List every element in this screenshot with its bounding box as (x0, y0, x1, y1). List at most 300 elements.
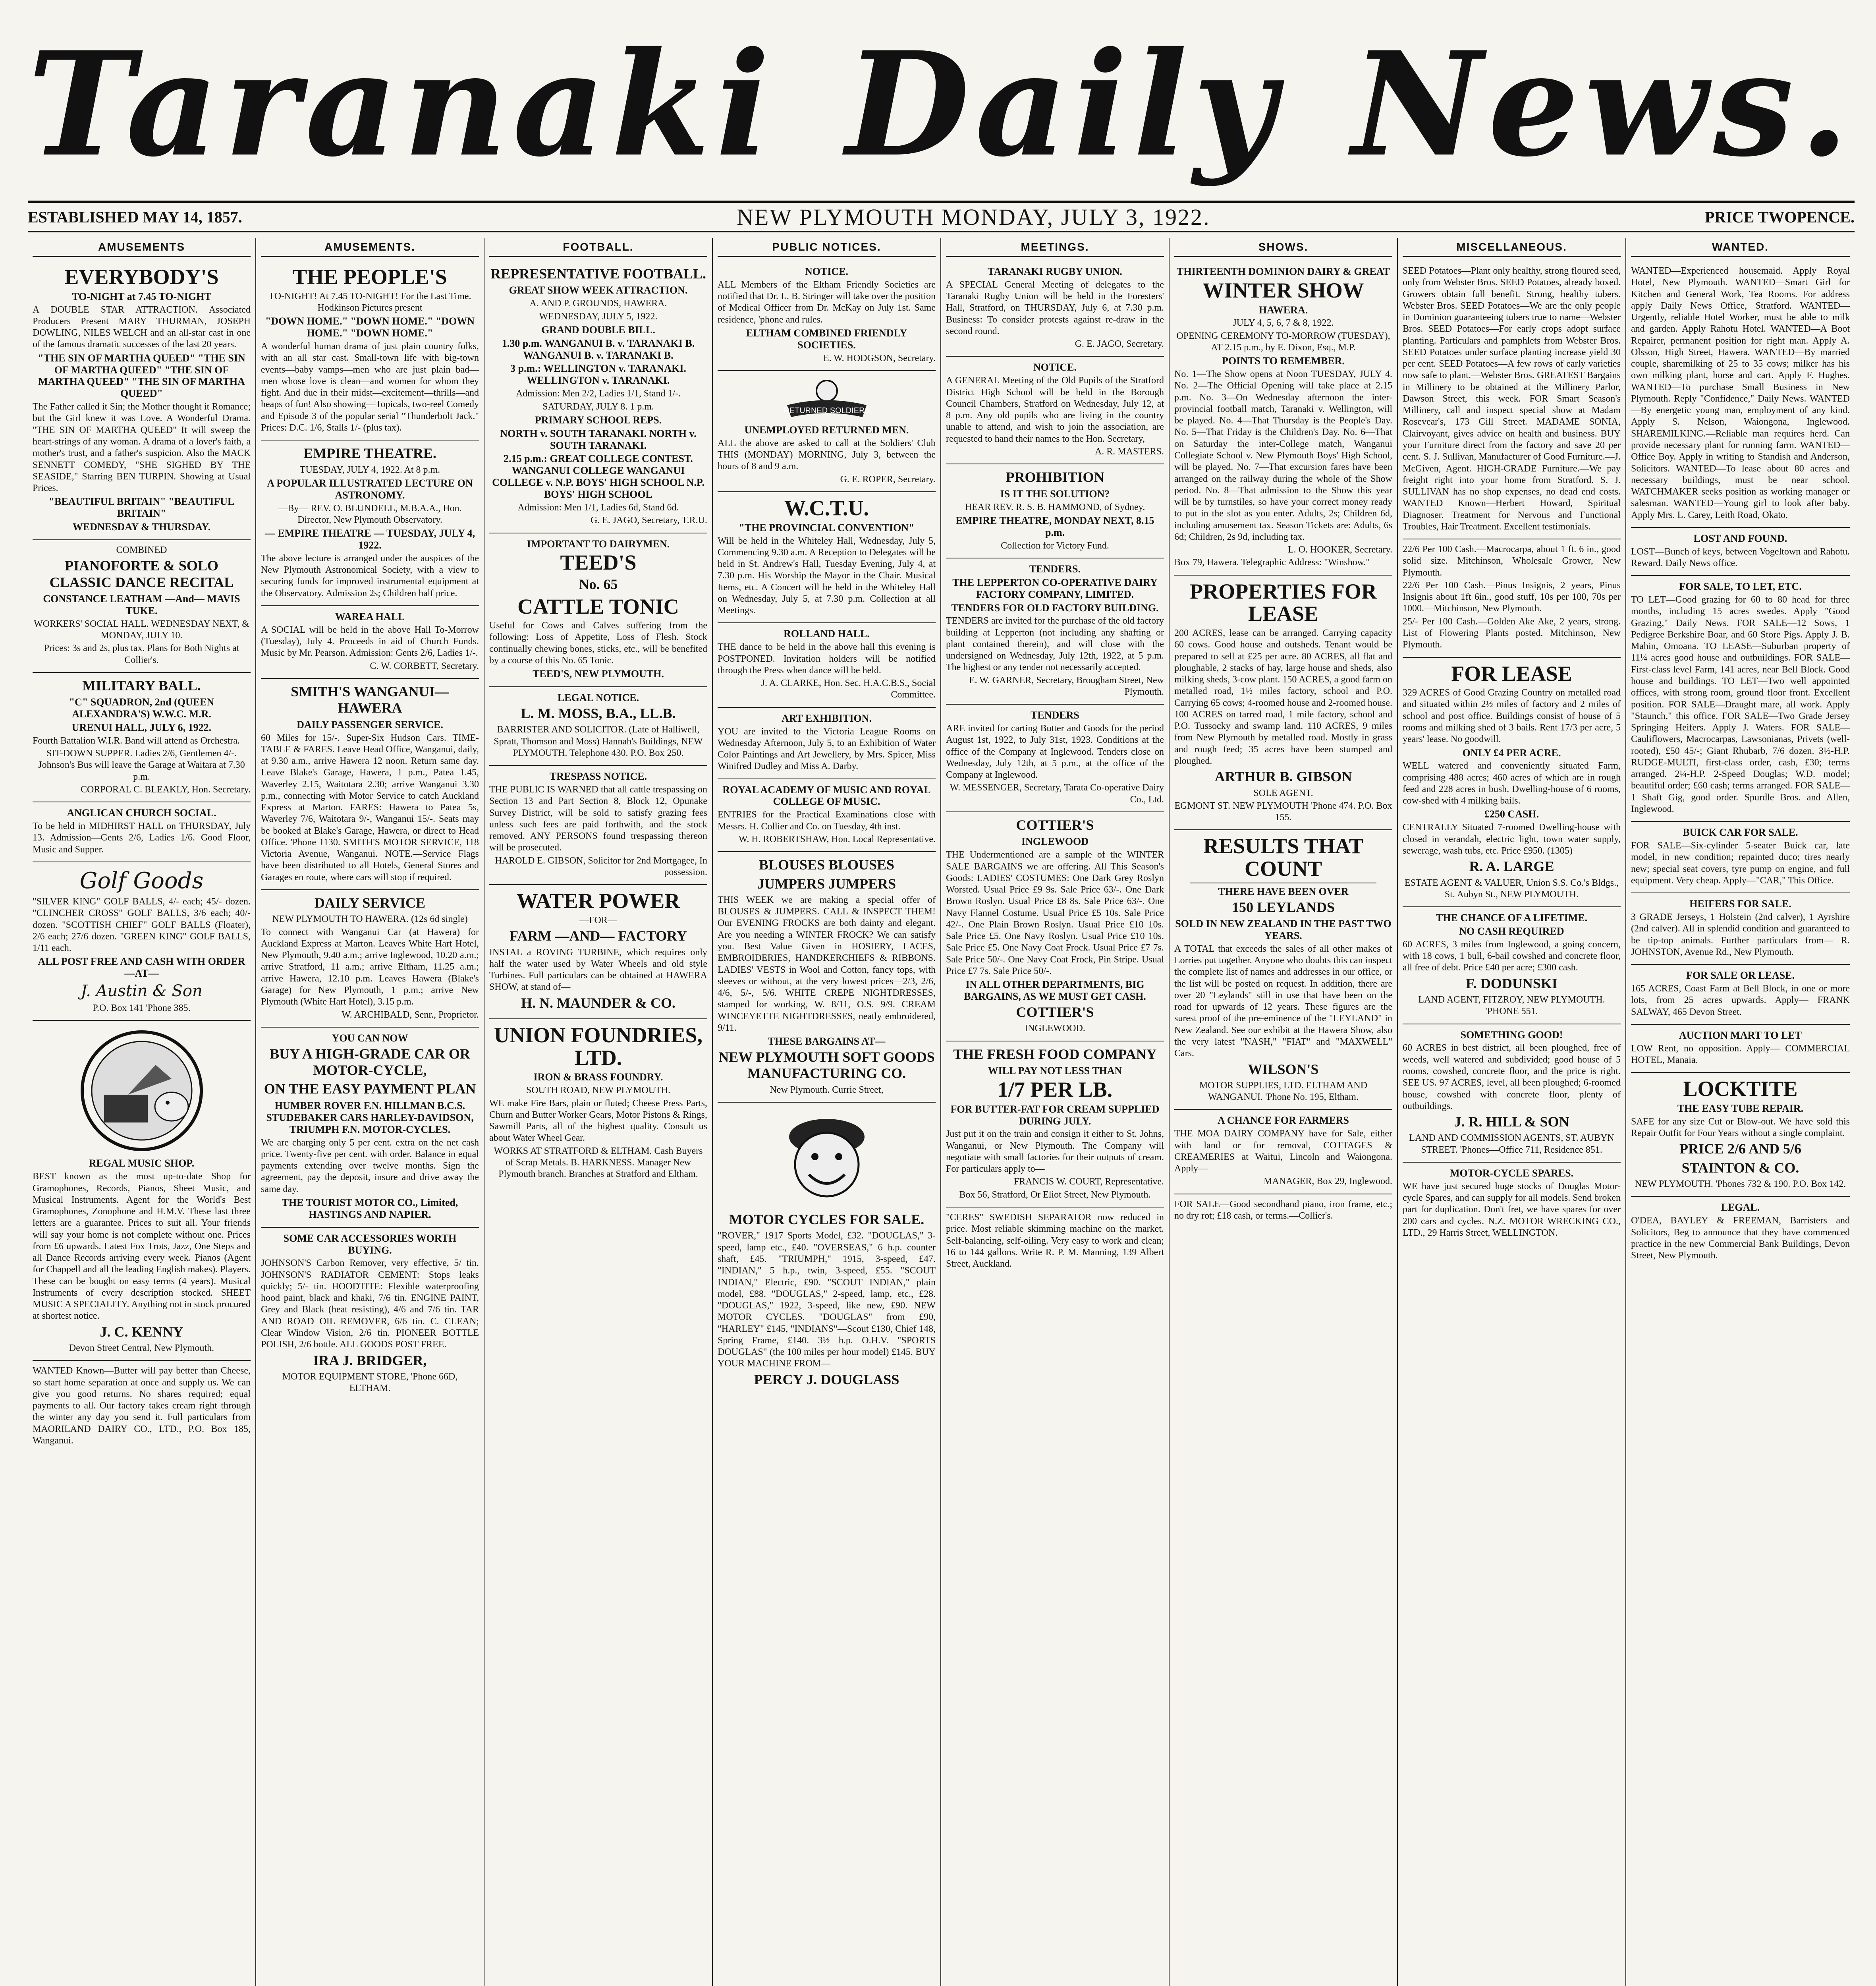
ad-signature: C. W. CORBETT, Secretary. (370, 661, 479, 671)
ad-signature: J. A. CLARKE, Hon. Sec. H.A.C.B.S., Social Committee. (761, 678, 936, 700)
ad-body: WANTED—Experienced housemaid. Apply Royal Hotel, New Plymouth. WANTED—Smart Girl for Kitchen and General Work, Tea Rooms. For address apply Daily News Office, Stratford. WANTED—Urgently, reliable Hotel Worker, must be able to milk and garden. Apply Rahotu Hotel. WANTED—A Boot Repairer, permanent position for right man. Apply A. Olsson, High Street, Hawera. WANTED—By married couple, sharemilking of 25 to 35 cows; milker has his own milking plant, horse and cart. Apply F. Hughes. WANTED—To purchase Small Business in New Plymouth. Reply "Confidence," Daily News. WANTED—By energetic young man, employment of any kind. Apply S. Nelson, Waiongona, Inglewood. SHAREMILKING.—Reliable man requires herd. Can provide necessary plant for running farm. WANTED—Office Boy. Apply in writing to Standish and Anderson, Solicitors. WANTED—To lease about 80 acres and necessary buildings, must be near school. WATCHMAKER seeks position as working manager or salesman. WANTED—Young girl to look after baby. Apply Mrs. L. Carey, Leith Road, Okato. (1631, 266, 1850, 520)
match-listing: NORTH v. SOUTH TARANAKI. NORTH v. SOUTH TARANAKI. (500, 427, 697, 451)
ad-body: 22/6 Per 100 Cash.—Macrocarpa, about 1 ft. 6 in., good solid size. Mitchinson, Wholesale Grower, New Plymouth. (1403, 544, 1621, 578)
blouses-jumpers-ad (718, 852, 936, 1103)
ad-body: 60 Miles for 15/-. Super-Six Hudson Cars. TIME-TABLE & FARES. Leave Head Office, Wanganui, daily, at 9.30 a.m., arrive Hawera 12 noon. Return same day. Leave Blake's Garage, Hawera, 1 p.m., Patea 1.45, Waverley 2.15, Waitotara 2.30; arrive Wanganui 3.30 p.m., connecting with Motor Service to catch Auckland Express at Marton. FARES: Hawera to Patea 5s, Waverley 7/6, Waitotara 9/-, Wanganui 15/-. Seats may be booked at Blake's Garage, Hawera, or direct to Head Office. 'Phone 1130. SMITH'S MOTOR SERVICE, 118 Victoria Avenue, Wanganui. NOTE.—Service Flags have been distributed to all Hotels, General Stores and Garages en route, where cars will stop if required. (261, 732, 479, 883)
ad-subtitle: IRON & BRASS FOUNDRY. (533, 1071, 663, 1083)
ad-feature: "DOWN HOME." "DOWN HOME." "DOWN HOME." "DOWN HOME." (265, 315, 475, 339)
ad-kicker: IN ALL OTHER DEPARTMENTS, BIG BARGAINS, AS WE MUST GET CASH. (964, 979, 1146, 1003)
ad-subtitle: TO-NIGHT at 7.45 TO-NIGHT (72, 290, 211, 302)
ad-title: TENDERS (1031, 709, 1079, 721)
buick-car-ad (1631, 822, 1850, 893)
ad-body: INSTAL a ROVING TURBINE, which requires only half the water used by Water Wheels and old style Turbines. Full particulars can be obtained at HAWERA SHOW, at stand of— (489, 947, 707, 993)
match-listing: 3 p.m.: WELLINGTON v. TARANAKI. WELLINGTON v. TARANAKI. (510, 363, 687, 386)
ad-body: ENTRIES for the Practical Examinations close with Messrs. H. Collier and Co. on Tuesday, 4th inst. (718, 809, 936, 832)
ad-price: 1/7 PER LB. (997, 1077, 1113, 1101)
ad-branches: WORKS AT STRATFORD & ELTHAM. Cash Buyers of Scrap Metals. B. HARKNESS. Manager New Plymouth branch. Branches at Stratford and Eltham. (494, 1146, 703, 1180)
match-listing: 2.15 p.m.: GREAT COLLEGE CONTEST. WANGANUI COLLEGE WANGANUI COLLEGE v. N.P. BOYS' HIGH SCHOOL N.P. BOYS' HIGH SCHOOL (492, 453, 704, 500)
ad-advertiser: F. DODUNSKI (1466, 975, 1558, 991)
locktite-ad (1631, 1073, 1850, 1197)
ad-kicker: TENDERS. (1029, 563, 1081, 575)
column-meetings (941, 238, 1170, 1986)
ad-title: COTTIER'S (1016, 817, 1094, 833)
ad-address: LAND AND COMMISSION AGENTS, ST. AUBYN STREET. 'Phones—Office 711, Residence 851. (1409, 1133, 1614, 1155)
ad-subtitle: TENDERS FOR OLD FACTORY BUILDING. (951, 602, 1159, 614)
ad-address: LAND AGENT, FITZROY, NEW PLYMOUTH. 'PHONE 551. (1418, 995, 1605, 1017)
dateline-bar (28, 201, 1855, 232)
ad-title: SOME CAR ACCESSORIES WORTH BUYING. (283, 1232, 457, 1256)
ad-prices: Prices: 3s and 2s, plus tax. Plans for Both Nights at Collier's. (44, 643, 239, 665)
ad-advertiser: IRA J. BRIDGER, (313, 1352, 427, 1368)
mitchinson-ads (1403, 539, 1621, 657)
ad-organisation: ELTHAM COMBINED FRIENDLY SOCIETIES. (746, 327, 907, 351)
daily-service-ad (261, 890, 479, 1028)
ad-title: PROPERTIES FOR LEASE (1190, 579, 1377, 626)
ad-advertiser: J. C. KENNY (100, 1323, 183, 1340)
column-wanted (1626, 238, 1855, 1986)
warea-hall-ad (261, 606, 479, 679)
ad-signature: MANAGER, Box 29, Inglewood. (1264, 1176, 1392, 1187)
ad-subtitle: ONLY £4 PER ACRE. (1462, 747, 1561, 759)
ad-subtitle: FARM —AND— FACTORY (510, 928, 687, 944)
ad-body: A SPECIAL General Meeting of delegates to the Taranaki Rugby Union will be held in the Foresters' Hall, Stratford, on THURSDAY, July 6, at 7.30 p.m. Business: To consider protests against re-draw in the second round. (946, 279, 1164, 336)
ad-feature: GRAND DOUBLE BILL. (541, 324, 655, 336)
ad-subtitle: WILL PAY NOT LESS THAN (988, 1065, 1122, 1077)
ad-title: UNEMPLOYED RETURNED MEN. (744, 424, 909, 436)
ad-body: A DOUBLE STAR ATTRACTION. Associated Producers Present MARY THURMAN, JOSEPH DOWLING, NILES WELCH and an all-star cast in one of the famous dramatic successes of the last 20 years. (33, 304, 251, 350)
empire-theatre-ad (261, 440, 479, 606)
ad-script-title: Golf Goods (79, 867, 204, 894)
ad-subtitle: SOLD IN NEW ZEALAND IN THE PAST TWO YEARS. (1175, 918, 1392, 941)
ad-title: THE LEPPERTON CO-OPERATIVE DAIRY FACTORY COMPANY, LIMITED. (952, 576, 1158, 600)
ad-advertiser: THE TOURIST MOTOR CO., Limited, HASTINGS AND NAPIER. (282, 1196, 458, 1220)
column-public-notices (713, 238, 941, 1986)
ad-advertiser: TEED'S, NEW PLYMOUTH. (533, 668, 664, 680)
ad-signature: G. E. JAGO, Secretary. (1075, 339, 1164, 350)
ad-title: AUCTION MART TO LET (1679, 1029, 1802, 1041)
ad-feature: A POPULAR ILLUSTRATED LECTURE ON ASTRONOMY. (267, 477, 473, 501)
ad-title: PROHIBITION (1006, 469, 1104, 485)
his-masters-voice-logo-icon (76, 1027, 207, 1154)
ad-body: WE have just secured huge stocks of Douglas Motor-cycle Spares, and can supply for all models. Send broken part for duplication. Don't fret, we have spares for over 200 cars and cycles. N.Z. MOTOR WRECKING CO., LTD., 29 Harris Street, WELLINGTON. (1403, 1181, 1621, 1238)
ad-body: 200 ACRES, lease can be arranged. Carrying capacity 60 cows. Good house and outsheds. Tenant would be prepared to sell at £25 per acre. 80 ACRES, all flat and ploughable, 2 stacks of hay, large house and sheds, also milking sheds, 3-cow plant. 150 ACRES, a good farm on metalled road, 1½ miles factory, school and P.O. Carrying 65 cows; 4-roomed house and 2-roomed house. 100 ACRES on tarred road, 1 mile factory, school and P.O. Tussocky and swamp land. 110 ACRES, 9 miles from New Plymouth by metalled road. Mostly in grass and rough feed; 35 acres have been stumped and ploughed. (1174, 628, 1392, 766)
ad-body: The Father called it Sin; the Mother thought it Romance; but the Girl knew it was Love. A Wonderful Drama. "THE SIN OF MARTHA QUEED" It will sweep the heart-strings of any woman. A drama of a lover's faith, a mother's trust, and a father's suspicion. Also the MACK SENNETT COMEDY, "SHE SIGHED BY THE SEASIDE," Starring BEN TURPIN. Showing at Usual Prices. (33, 402, 251, 494)
ad-body: "CERES" SWEDISH SEPARATOR now reduced in price. Most reliable skimming machine on the market. Self-balancing, self-oiling. Very easy to work and clean; 16 to 144 gallons. Write R. P. M. Manning, 139 Albert Street, Auckland. (946, 1212, 1164, 1269)
ad-advertiser: R. A. LARGE (1469, 858, 1554, 875)
ad-title: REGAL MUSIC SHOP. (89, 1157, 195, 1169)
ad-body: LOW Rent, no opposition. Apply— COMMERCIAL HOTEL, Manaia. (1631, 1043, 1850, 1065)
ad-title: HEIFERS FOR SALE. (1689, 898, 1791, 910)
ad-admission: Admission: Men 1/1, Ladies 6d, Stand 6d. (517, 502, 679, 513)
wctu-notice (718, 492, 936, 623)
ad-signature: G. E. JAGO, Secretary, T.R.U. (590, 515, 707, 526)
ad-feature: 150 LEYLANDS (1231, 899, 1335, 915)
ad-subtitle: INGLEWOOD (1021, 836, 1089, 848)
ad-speaker: HEAR REV. R. S. B. HAMMOND, of Sydney. (965, 502, 1145, 512)
ad-title: NOTICE. (805, 266, 849, 277)
ad-body: BEST known as the most up-to-date Shop for Gramophones, Records, Pianos, Sheet Music, and Musical Instruments. Agent for the World's Best Gramophones, Zonophone and H.M.V. These last three letters are a guarantee. Prices to suit all. Your friends will say your home is not complete without one. Prices from £6 upwards. Latest Fox Trots, Jazz, One Steps and all Dance Records arriving every week. Pianos (Agent for Chappell and all the leading English makes). Players. These can be bought on easy terms (4 years). Musical Instruments of every description stocked. SHEET MUSIC A SPECIALITY. Anything not in stock procured at shortest notice. (33, 1171, 251, 1321)
ad-signature: HAROLD E. GIBSON, Solicitor for 2nd Mortgagee, In possession. (495, 855, 707, 877)
moa-dairy-ad (1174, 1110, 1392, 1194)
ad-body: 165 ACRES, Coast Farm at Bell Block, in one or more lots, from 25 acres upwards. Apply— FRANK SALWAY, 465 Devon Street. (1631, 983, 1850, 1017)
ad-body: WELL watered and conveniently situated Farm, comprising 488 acres; 460 acres of which are in rough feed and 228 acres in bush. Dwelling-house of 6 rooms, cow-shed with 4 milking bails. (1403, 761, 1621, 806)
ad-title: W.C.T.U. (784, 496, 869, 520)
masthead-word-2: Daily (845, 20, 1282, 188)
ad-title: TRESPASS NOTICE. (549, 771, 647, 782)
ad-body: THE PUBLIC IS WARNED that all cattle trespassing on Section 13 and Part Section 8, Block 12, Opunake Survey District, will be sold to satisfy grazing fees unless such fees are paid forthwith, and the stock removed. ANY PERSONS found trespassing thereon will be prosecuted. (489, 784, 707, 853)
large-for-lease-ad (1403, 658, 1621, 908)
ad-separator: —FOR— (579, 915, 617, 925)
ad-signature: CORPORAL C. BLEAKLY, Hon. Secretary. (80, 784, 251, 795)
ad-venue: WORKERS' SOCIAL HALL. WEDNESDAY NEXT, & MONDAY, JULY 10. (34, 618, 249, 641)
ad-body: O'DEA, BAYLEY & FREEMAN, Barristers and Solicitors, Beg to announce that they have commenced practice in the new Commercial Bank Buildings, Devon Street, New Plymouth. (1631, 1215, 1850, 1261)
ad-body: FOR SALE—Good secondhand piano, iron frame, etc.; no dry rot; £18 cash, or terms.—Collier's. (1174, 1199, 1392, 1221)
ad-body: "ROVER," 1917 Sports Model, £32. "DOUGLAS," 3-speed, lamp etc., £40. "OVERSEAS," 6 h.p. counter shaft, £45. "TRIUMPH," 1915, 3-speed, £47. "INDIAN," 5 h.p., twin, 3-speed, £55. "SCOUT INDIAN," Electric, £90. "SCOUT INDIAN," plain model, £88. "DOUGLAS," 2-speed, lamp, etc., £28. "DOUGLAS," 1922, 3-speed, like new, £90. NEW MOTOR CYCLES. "DOUGLAS" from £90, "HARLEY" £145, "INDIANS"—Scout £130, Chief 148, Spring Frame, £140. 3½ h.p. O.H.V. "SPORTS DOUGLAS" (the 100 miles per hour model) £145. BUY YOUR MACHINE FROM— (718, 1231, 936, 1369)
ad-days: WEDNESDAY & THURSDAY. (72, 521, 211, 533)
ad-address: SOUTH ROAD, NEW PLYMOUTH. (526, 1085, 671, 1096)
ad-subtitle: IS IT THE SOLUTION? (1000, 488, 1110, 500)
ad-kicker: THIRTEENTH DOMINION DAIRY & GREAT (1177, 266, 1390, 277)
military-ball-ad (33, 673, 251, 802)
ad-body: Fourth Battalion W.I.R. Band will attend as Orchestra. (33, 735, 240, 746)
lepperton-tenders (946, 558, 1164, 705)
cottiers-sale-ad (946, 812, 1164, 1041)
ad-title: ART EXHIBITION. (782, 712, 872, 724)
ad-signature: G. E. ROPER, Secretary. (840, 474, 936, 485)
ad-title: ANGLICAN CHURCH SOCIAL. (67, 807, 216, 819)
regal-music-ad (33, 1021, 251, 1361)
ad-kicker: THESE BARGAINS AT— (768, 1036, 886, 1047)
ad-address: MOTOR SUPPLIES, LTD. ELTHAM AND WANGANUI. 'Phone No. 195, Eltham. (1199, 1080, 1368, 1103)
ad-subtitle: TO-NIGHT! At 7.45 TO-NIGHT! For the Last Time. Hodkinson Pictures present (268, 291, 471, 313)
ad-date: SATURDAY, JULY 8. 1 p.m. (542, 401, 654, 412)
ad-title: ROLLAND HALL. (784, 628, 870, 640)
ad-body: ALL Members of the Eltham Friendly Societies are notified that Dr. L. B. Stringer will take over the position of Medical Officer from Dr. McKay on July 1st. Same residence, 'phone and rules. (718, 279, 936, 325)
ad-title: FOR SALE, TO LET, ETC. (1679, 581, 1802, 593)
ad-body: TENDERS are invited for the purchase of the old factory building at Lepperton (not including any shafting or plant contained therein), and will close with the undersigned on Wednesday, July 12th, 1922, at 5 p.m. The highest or any tender not necessarily accepted. (946, 616, 1164, 673)
ad-title: TARANAKI RUGBY UNION. (988, 266, 1122, 277)
ad-subtitle: FOR BUTTER-FAT FOR CREAM SUPPLIED DURING JULY. (950, 1103, 1160, 1127)
ad-title: BLOUSES BLOUSES (759, 857, 895, 873)
ad-advertiser: WILSON'S (1248, 1061, 1319, 1077)
ad-title: MOTOR-CYCLE SPARES. (1449, 1167, 1574, 1179)
ad-title: THE FRESH FOOD COMPANY (953, 1046, 1157, 1062)
column-heading: FOOTBALL. (489, 238, 707, 257)
recital-ad (33, 540, 251, 673)
ad-signature: W. H. ROBERTSHAW, Hon. Local Representative. (738, 834, 936, 844)
motor-cycles-ad (718, 1103, 936, 1395)
ad-title: THE CHANCE OF A LIFETIME. (1436, 912, 1588, 924)
carting-tenders (946, 705, 1164, 812)
winter-show-ad (1174, 261, 1392, 576)
smiths-service-ad (261, 679, 479, 890)
column-heading: SHOWS. (1174, 238, 1392, 257)
ad-body: CENTRALLY Situated 7-roomed Dwelling-house with closed in verandah, electric light, town water supply, sewerage, wash tubs, etc. Price £950. (1305) (1403, 822, 1621, 856)
ad-title: A CHANCE FOR FARMERS (1217, 1115, 1349, 1126)
ad-body: SAFE for any size Cut or Blow-out. We have sold this Repair Outfit for Four Years without a single complaint. (1631, 1116, 1850, 1139)
ad-address: ESTATE AGENT & VALUER, Union S.S. Co.'s Bldgs., St. Aubyn St., NEW PLYMOUTH. (1404, 877, 1619, 900)
leyland-ad (1174, 830, 1392, 1110)
column-football (484, 238, 713, 1986)
ad-body: Will be held in the Whiteley Hall, Wednesday, July 5, Commencing 9.30 a.m. A Reception to Delegates will be held in St. Andrew's Hall, Tuesday Evening, July 4, at 7.30 p.m. His Worship the Mayor in the Chair. Musical Items, etc. A Concert will be held in the Whiteley Hall on Wednesday, July 5, at 7.30 p.m. Collection at all Meetings. (718, 535, 936, 616)
ad-date: TUESDAY, JULY 4, 1922. At 8 p.m. (299, 464, 440, 475)
maoriland-dairy-ad (33, 1361, 251, 1453)
ad-body: LOST—Bunch of keys, between Vogeltown and Rahotu. Reward. Daily News office. (1631, 546, 1850, 568)
masthead-word-1: Taranaki (28, 20, 776, 188)
teeds-cattle-tonic-ad (489, 533, 707, 688)
ad-body: JOHNSON'S Carbon Remover, very effective, 5/ tin. JOHNSON'S RADIATOR CEMENT: Stops leaks quickly; 5/- tin. HOODTITE: Flexible waterproofing hood paint, black and khaki, 7/6 tin. ENGINE PAINT, Grey and Black (heat resisting), 4/6 and 7/6 tin. TAR AND ROAD OIL REMOVER, 6/6 tin. C. CLEAN; Clear Window Vision, 2/6 tin. PIONEER BOTTLE POLISH, 2/6 bottle. ALL GOODS POST FREE. (261, 1258, 479, 1350)
ad-title: L. M. MOSS, B.A., LL.B. (521, 705, 676, 722)
ad-title: SMITH'S WANGANUI—HAWERA (291, 683, 449, 716)
ad-address: MOTOR EQUIPMENT STORE, 'Phone 66D, ELTHAM. (282, 1371, 458, 1394)
ad-kicker: YOU CAN NOW (332, 1032, 408, 1044)
fresh-food-ad (946, 1041, 1164, 1207)
ad-venue: HAWERA. (1258, 304, 1308, 316)
ad-body: SIT-DOWN SUPPER. Ladies 2/6, Gentlemen 4/-. Johnson's Bus will leave the Garage at Waitara at 7.30 p.m. (38, 748, 245, 782)
ad-venue: EMPIRE THEATRE, MONDAY NEXT, 8.15 p.m. (955, 514, 1154, 538)
masthead (28, 11, 1855, 198)
golf-goods-ad (33, 862, 251, 1021)
ad-body: 22/6 Per 100 Cash.—Pinus Insignis, 2 years, Pinus Insignis about 1ft 6in., good stuff, 10s per 100, 70s per 1000.—Mitchinson, New Plymouth. (1403, 580, 1621, 614)
ad-subtitle: THE EASY TUBE REPAIR. (1677, 1102, 1804, 1114)
misc-classifieds (1403, 261, 1621, 539)
ad-section: POINTS TO REMEMBER. (1222, 355, 1345, 367)
column-heading: MEETINGS. (946, 238, 1164, 257)
ad-venue: — EMPIRE THEATRE — TUESDAY, JULY 4, 1922. (264, 527, 475, 551)
ad-body: ALL the above are asked to call at the Soldiers' Club THIS (MONDAY) MORNING, July 3, between the hours of 8 and 9 a.m. (718, 438, 936, 472)
sale-or-lease-ad (1631, 965, 1850, 1025)
wanted-classifieds (1631, 261, 1850, 528)
ad-terms: ALL POST FREE AND CASH WITH ORDER —AT— (38, 956, 245, 979)
ad-body: 329 ACRES of Good Grazing Country on metalled road and situated within 2½ miles of factory and 2 miles of school and post office. Buildings consist of house of 5 rooms and milking shed of 3 bails. Rent 17/3 per acre, 5 years' lease. No goodwill. (1403, 688, 1621, 745)
ad-note: Collection for Victory Fund. (1001, 540, 1109, 551)
ad-body: Useful for Cows and Calves suffering from the following: Loss of Appetite, Loss of Flesh. Stock continually chewing bones, sticks, etc., will be benefited by a course of this No. 65 Tonic. (489, 620, 707, 666)
motor-cycle-spares-ad (1403, 1163, 1621, 1245)
ad-signature: W. ARCHIBALD, Senr., Proprietor. (342, 1009, 479, 1020)
ad-subtitle: GREAT SHOW WEEK ATTRACTION. (509, 284, 688, 296)
ad-subtitle: THERE HAVE BEEN OVER (1218, 885, 1349, 897)
ad-address: Box 56, Stratford, Or Eliot Street, New Plymouth. (959, 1189, 1151, 1200)
ad-title: RESULTS THAT COUNT (1203, 834, 1363, 881)
ad-title: EVERYBODY'S (64, 265, 219, 289)
ad-title: THE PEOPLE'S (293, 265, 447, 289)
ad-title: WAREA HALL (335, 610, 405, 622)
ad-body: 60 ACRES, 3 miles from Inglewood, a going concern, with 18 cows, 1 bull, 6-bail cowshed and concrete floor, all free of debt. Price £40 per acre; £300 cash. (1403, 939, 1621, 973)
ad-body: SEED Potatoes—Plant only healthy, strong floured seed, only from Webster Bros. SEED Potatoes, already boxed. Growers obtain full benefit. Strong, healthy tubers. Webster Bros. SEED Potatoes—We are the only people in Dominion guaranteeing tubers true to name—Webster Bros. SEED Potatoes—For early crops adopt surface planting. Particulars and pamphlets from Webster Bros. SEED Potatoes under surface planting increase yield 30 per cent. SEED Potatoes—A few rows of early varieties now safe to plant.—Webster Bros. GREATEST Bargains in Millinery to be obtained at the Millinery Parlor, Dawson Street, this week. FOR Smart Season's Millinery, call and inspect special show at Madam Rosevear's, 173 Gill Street. MADAME SONIA, Clairvoyant, gives advice on health and business. BUY your Furniture direct from the factory and save 20 per cent. S. J. Sullivan, Manufacturer of Good Furniture.—J. McGiven, Agent. HIGH-GRADE Furniture.—We pay freight right into your home from Stratford. S. J. SULLIVAN has no shop expenses, no dead end costs. WANTED Known—Herbert Howard, Spiritual Diagnoser. Treatment for Nervous and Functional Troubles, Hair Treatment. Excellent testimonials. (1403, 266, 1621, 532)
ad-subtitle: ON THE EASY PAYMENT PLAN (264, 1081, 476, 1097)
ad-body: A wonderful human drama of just plain country folks, with an all star cast. Small-town life with big-town events—baby vamps—men who are just plain bad—men whose love is clean—and women for whom they fight. And due in their midst—excitement—thrills—and heaps of fun! Also showing—Topicals, two-reel Comedy and Episode 3 of the popular serial "Thunderbolt Jack." Prices: D.C. 1/6, Stalls 1/- (plus tax). (261, 341, 479, 433)
ad-advertiser: STAINTON & CO. (1681, 1159, 1799, 1176)
ad-address: INGLEWOOD. (1025, 1023, 1085, 1034)
ad-title: NOTICE. (1033, 361, 1077, 373)
ad-title: FOR LEASE (1451, 661, 1572, 686)
ad-title: TEED'S (560, 551, 637, 575)
ad-subtitle: NO CASH REQUIRED (1459, 925, 1564, 937)
ad-title: FOR SALE OR LEASE. (1686, 970, 1795, 981)
tourist-motor-ad (261, 1028, 479, 1228)
ad-signature: E. W. HODGSON, Secretary. (823, 353, 936, 363)
ad-title-2: JUMPERS JUMPERS (757, 875, 896, 892)
ad-body: To connect with Wanganui Car (at Hawera) for Auckland Express at Marton. Leaves White Hart Hotel, New Plymouth, 9.40 a.m.; arrive Inglewood, 10.20 a.m.; arrive Stratford, 11 a.m.; arrive Eltham, 11.25 a.m.; arrive Hawera, 12.10 p.m. Leaves Hawera (Blake's Garage) for New Plymouth, 1 p.m.; arrive New Plymouth (White Hart Hotel), 3.15 p.m. (261, 927, 479, 1007)
ad-address: New Plymouth. Currie Street, (770, 1084, 884, 1095)
ad-makes: HUMBER ROVER F.N. HILLMAN B.C.S. STUDEBAKER CARS HARLEY-DAVIDSON, TRIUMPH F.N. MOTOR-CYCLES. (266, 1099, 474, 1135)
column-miscellaneous (1398, 238, 1626, 1986)
ad-body: A GENERAL Meeting of the Old Pupils of the Stratford District High School will be held in the Borough Council Chambers, Stratford on Wednesday, July 12, at 8 p.m. Any old pupils who are living in the country unable to attend, and wish to join the association, are requested to hand their names to the Hon. Secretary, (946, 375, 1164, 444)
ad-advertiser: J. R. HILL & SON (1454, 1114, 1569, 1130)
ad-contact: Box 79, Hawera. Telegraphic Address: "Winshow." (1174, 557, 1370, 568)
ad-title: REPRESENTATIVE FOOTBALL. (490, 266, 706, 282)
ad-subtitle: DAILY PASSENGER SERVICE. (297, 719, 443, 730)
ad-product: CATTLE TONIC (517, 594, 679, 618)
water-power-ad (489, 885, 707, 1019)
ad-signature: W. MESSENGER, Secretary, Tarata Co-operative Dairy Co., Ltd. (950, 782, 1164, 805)
ad-body: We are charging only 5 per cent. extra on the net cash price. Twenty-five per cent. with order. Balance in equal payments extending over twelve months. Sign the agreement, pay the deposit, insure and drive away the same day. (261, 1137, 479, 1194)
trespass-notice-ad (489, 766, 707, 885)
ad-feature: PRIMARY SCHOOL REPS. (535, 414, 662, 426)
old-pupils-notice (946, 357, 1164, 464)
established-date: ESTABLISHED MAY 14, 1857. (28, 208, 242, 226)
ad-title: UNION FOUNDRIES, LTD. (494, 1023, 703, 1070)
ad-advertiser: NEW PLYMOUTH SOFT GOODS MANUFACTURING CO. (718, 1049, 935, 1082)
price: PRICE TWOPENCE. (1704, 208, 1855, 226)
ad-speaker: —By— REV. O. BLUNDELL, M.B.A.A., Hon. Director, New Plymouth Observatory. (278, 503, 462, 525)
representative-football-ad (489, 261, 707, 533)
ad-feature: "THE SIN OF MARTHA QUEED" "THE SIN OF MARTHA QUEED" "THE SIN OF MARTHA QUEED" "THE SIN OF MARTHA QUEED" (38, 352, 245, 400)
ad-kicker: IMPORTANT TO DAIRYMEN. (527, 538, 670, 550)
ad-price: PRICE 2/6 AND 5/6 (1679, 1141, 1802, 1157)
ad-body: No. 1—The Show opens at Noon TUESDAY, JULY 4. No. 2—The Official Opening will take place at 2.15 p.m. No. 3—On Wednesday afternoon the inter-provincial football match, Taranaki v. Wellington, will be played. No. 4—That Thursday is the People's Day. No. 5—That Friday is the Children's Day. No. 6—That on Saturday the inter-College match, Wanganui Collegiate School v. New Plymouth Boys' High School, will be played. No. 7—That excursion fares have been arranged on the railway during the whole of the Show period. No. 8—That admission to the Show this year will be by turnstiles, so have your correct money ready to put in the slot as you enter. Adults, 2s; Children 6d, including amusement tax. Season Tickets are: Adults, 6s 6d; Children, 2s 9d, including tax. (1174, 369, 1392, 542)
ad-signature: FRANCIS W. COURT, Representative. (1013, 1177, 1164, 1187)
masthead-word-3: News. (1351, 20, 1855, 188)
ad-title: LEGAL. (1721, 1202, 1760, 1213)
ad-advertiser: H. N. MAUNDER & CO. (521, 995, 676, 1011)
ad-body: THIS WEEK we are making a special offer of BLOUSES & JUMPERS. CALL & INSPECT THEM! Our EVENING FROCKS are both dainty and elegant. Are you needing a WINTER FROCK? We can satisfy you. Best Value Given in HOSIERY, LACES, EMBROIDERIES, HANDKERCHIEFS & RIBBONS. LADIES' VESTS in Wool and Cotton, fancy tops, with sleeves or without, at the very lowest prices—2/3, 2/6, 4/6, 5/-, 5/6. WHITE CREPE NIGHTDRESSES, stamped for working, W. 8/11, O.S. 9/9. CREAM WINCEYETTE NIGHTDRESSES, neatly embroidered, 9/11. (718, 894, 936, 1033)
everybodys-ad (33, 261, 251, 540)
ad-body: Just put it on the train and consign it either to St. Johns, Wanganui, or New Plymouth. The Company will negotiate with small factories for their outputs of cream. For particulars apply to— (946, 1129, 1164, 1175)
ad-kicker: COMBINED (116, 545, 167, 555)
ad-signature-logo: J. Austin & Son (81, 982, 203, 1001)
heifers-ad (1631, 893, 1850, 965)
ad-body: "SILVER KING" GOLF BALLS, 4/- each; 45/- dozen. "CLINCHER CROSS" GOLF BALLS, 3/6 each; 40/- dozen. "SCOTTISH CHIEF" GOLF BALLS (Floater), 2/6 each; 27/6 dozen. "GREEN KING" GOLF BALLS, 1/11 each. (33, 896, 251, 954)
ad-title: ROYAL ACADEMY OF MUSIC AND ROYAL COLLEGE OF MUSIC. (722, 784, 931, 808)
legal-notice-ad (489, 687, 707, 766)
issue-place-date: NEW PLYMOUTH MONDAY, JULY 3, 1922. (737, 204, 1210, 230)
rugby-union-meeting (946, 261, 1164, 357)
ad-contact: P.O. Box 141 'Phone 385. (93, 1003, 191, 1014)
ad-body: THE dance to be held in the above hall this evening is POSTPONED. Invitation holders will be notified through the Press when dance will be held. (718, 642, 936, 676)
royal-academy-notice (718, 779, 936, 852)
auction-mart-ad (1631, 1025, 1850, 1073)
ad-address: EGMONT ST. NEW PLYMOUTH 'Phone 474. P.O. Box 155. (1174, 800, 1392, 823)
ad-body: ARE invited for carting Butter and Goods for the period August 1st, 1922, to July 31st, 1923. Conditions at the office of the Company at Inglewood. Tenders close on Wednesday, July 12th, at 5 p.m., at the office of the Company at Inglewood. (946, 723, 1164, 780)
ad-advertiser: COTTIER'S (1016, 1004, 1094, 1020)
badge-text: RETURNED SOLDIERS (783, 406, 870, 415)
column-heading: WANTED. (1631, 238, 1850, 257)
returned-soldiers-badge-icon (779, 377, 874, 421)
eltham-friendly-notice (718, 261, 936, 371)
ad-body: A TOTAL that exceeds the sales of all other makes of Lorries put together. Anyone who doubts this can inspect the complete list of names and addresses in our office, or the list will be posted on request. In addition, there are over 20 "Leylands" still in use that have been on the road for upwards of 12 years. These figures are the surest proof of the pre-eminence of the "LEYLAND" in New Zealand. See our exhibit at the Hawera Show, also the very latest "NASH," "FIAT" and "MAXWELL" Cars. (1174, 943, 1392, 1059)
car-accessories-ad (261, 1228, 479, 1401)
ad-body: 3 GRADE Jerseys, 1 Holstein (2nd calver), 1 Ayrshire (2nd calver). All in splendid condition and guaranteed to be tip-top animals. Further particulars from— R. JOHNSTON, Avenue Rd., New Plymouth. (1631, 912, 1850, 957)
ad-performers: CONSTANCE LEATHAM —And— MAVIS TUKE. (43, 593, 240, 616)
peoples-theatre-ad (261, 261, 479, 440)
ad-body: TO LET—Good grazing for 60 to 80 head for three months, including 15 acres swedes. Apply "Good Grazing," Daily News. FOR SALE—12 Sows, 1 Pedigree Berkshire Boar, and 60 Store Pigs. Apply J. B. Mahin, Omoana. TO LEASE—Suburban property of 11¼ acres good house and outbuildings. FOR SALE—First-class level Farm, 141 acres, near Bell Block. Good house and buildings. TO LET—Two well appointed offices, with strong room, ground floor front. Excellent position. FOR SALE—Draught mare, all work. Apply "Staunch," this office. FOR SALE—Two Grade Jersey Springing Heifers. Apply J. Waters. FOR SALE—Cauliflowers, Macrocarpas, Lawsonianas, Privets (well-rooted), £50 45/-; Giant Rhubarb, 7/6 dozen. 3½-H.P. RUDGE-MULTI, first-class order, cash, £30; terms arranged. 2¼-H.P. 2-Speed Douglas; W.D. model; beautiful order; £60 cash; terms arranged. FOR SALE—1 Shaft Gig, good order. Spurdle Bros. and Allen, Inglewood. (1631, 595, 1850, 814)
ad-signature: A. R. MASTERS. (1094, 446, 1164, 457)
column-shows (1170, 238, 1398, 1986)
ad-admission: Admission: Men 2/2, Ladies 1/1, Stand 1/-. (515, 388, 681, 399)
match-listing: 1.30 p.m. WANGANUI B. v. TARANAKI B. WANGANUI B. v. TARANAKI B. (502, 337, 695, 361)
legal-odea-ad (1631, 1197, 1850, 1267)
column-amusements-1 (28, 238, 256, 1986)
prohibition-ad (946, 464, 1164, 558)
ad-body: 60 ACRES in best district, all been ploughed, free of weeds, well watered and subdivided; good house of 5 rooms, cowshed, concrete floor, and the price is right. SEE US. 97 ACRES, level, all been ploughed; 6-roomed house, cowshed with concrete floor, plenty of outbuildings. (1403, 1043, 1621, 1111)
column-heading: PUBLIC NOTICES. (718, 238, 936, 257)
ad-address: NEW PLYMOUTH. 'Phones 732 & 190. P.O. Box 142. (1635, 1179, 1846, 1190)
column-heading: MISCELLANEOUS. (1403, 238, 1621, 257)
ad-body: BARRISTER AND SOLICITOR. (Late of Halliwell, Spratt, Thomson and Moss) Hannah's Buildings, NEW PLYMOUTH. Telephone 430. P.O. Box 250. (494, 724, 703, 758)
ad-title: BUY A HIGH-GRADE CAR OR MOTOR-CYCLE, (270, 1045, 470, 1078)
ad-title: WINTER SHOW (1202, 278, 1364, 302)
ad-body: FOR SALE—Six-cylinder 5-seater Buick car, late model, in new condition; repainted duco; tires nearly new; special seat covers, tyre pump on engine, and full equipment. Very cheap. Apply—"CAR," This Office. (1631, 840, 1850, 886)
rolland-hall-notice (718, 623, 936, 707)
ad-subtitle: £250 CASH. (1484, 808, 1539, 820)
ad-body: To be held in MIDHIRST HALL on THURSDAY, July 13. Admission—Gents 2/6, Ladies 1/6. Good Floor, Music and Supper. (33, 821, 251, 855)
ad-advertiser: ARTHUR B. GIBSON (1214, 769, 1352, 785)
ad-title: LOST AND FOUND. (1693, 532, 1787, 544)
ad-subtitle: NEW PLYMOUTH TO HAWERA. (12s 6d single) (272, 914, 468, 925)
ad-address: Devon Street Central, New Plymouth. (69, 1343, 214, 1354)
returned-soldiers-notice (718, 371, 936, 492)
ad-feature: "BEAUTIFUL BRITAIN" "BEAUTIFUL BRITAIN" (48, 496, 235, 520)
ad-title: BUICK CAR FOR SALE. (1683, 827, 1798, 838)
ad-title: PIANOFORTE & SOLO CLASSIC DANCE RECITAL (49, 558, 234, 590)
ad-subtitle: "C" SQUADRON, 2nd (QUEEN ALEXANDRA'S) W.W.C. M.R. (69, 696, 214, 720)
column-heading: AMUSEMENTS. (261, 238, 479, 257)
ad-venue: URENUI HALL, JULY 6, 1922. (71, 722, 212, 734)
ad-venue: A. AND P. GROUNDS, HAWERA. (529, 298, 667, 309)
ad-subtitle: No. 65 (579, 576, 618, 593)
ad-date: JULY 4, 5, 6, 7 & 8, 1922. (1233, 318, 1334, 328)
art-exhibition-notice (718, 708, 936, 779)
ad-subtitle: OPENING CEREMONY TO-MORROW (TUESDAY), AT 2.15 p.m., by E. Dixon, Esq., M.P. (1176, 330, 1390, 353)
ad-body: YOU are invited to the Victoria League Rooms on Wednesday Afternoon, July 5, to an Exhibition of Water Color Paintings and Art Jewellery, by Mrs. Spicer, Miss Winifred Dudley and Miss A. Darby. (718, 726, 936, 772)
ad-role: SOLE AGENT. (1253, 788, 1313, 798)
ad-subtitle: "THE PROVINCIAL CONVENTION" (739, 522, 915, 533)
piano-sale-ad (1174, 1194, 1392, 1228)
ad-title: SOMETHING GOOD! (1460, 1029, 1563, 1041)
ad-body: THE MOA DAIRY COMPANY have for Sale, either with land or for removal, COTTAGES & CREAMERIES at Waitui, Lincoln and Waiongona. Apply— (1174, 1128, 1392, 1174)
column-heading: AMUSEMENTS (33, 238, 251, 257)
properties-lease-ad (1174, 576, 1392, 831)
ad-body: 25/- Per 100 Cash.—Golden Ake Ake, 2 years, strong. List of Flowering Plants posted. Mitchinson, New Plymouth. (1403, 616, 1621, 650)
ad-title: LOCKTITE (1683, 1077, 1798, 1101)
union-foundries-ad (489, 1019, 707, 1186)
anglican-social-ad (33, 802, 251, 862)
ad-body: THE Undermentioned are a sample of the WINTER SALE BARGAINS we are offering. All This Season's Goods: LADIES' COSTUMES: One Dark Grey Roslyn Worsted. Usual Price £9 9s. Sale Price 63/-. One Dark Brown Roslyn. Usual Price £8 8s. Sale Price 63/-. One Navy Flannel Costume. Usual Price £5 10s. Sale Price 42/-. One Plain Brown Roslyn. Usual Price £10 10s. Sale Price £5. One Navy Roslyn. Usual Price £10 10s. Sale Price £5. One Navy Coat Frock. Usual Price £7 7s. Sale Price 50/-. One Navy Coat Frock, Pin Stripe. Usual Price £7 7s. Sale Price 50/-. (946, 850, 1164, 976)
ceres-separator-ad (946, 1207, 1164, 1276)
ad-body: WE make Fire Bars, plain or fluted; Cheese Press Parts, Churn and Butter Worker Gears, Motor Pistons & Rings, Sawmill Parts, all of the highest quality. Consult us about Water Wheel Gear. (489, 1098, 707, 1144)
ad-signature: E. W. GARNER, Secretary, Brougham Street, New Plymouth. (969, 675, 1164, 697)
ad-kicker: LEGAL NOTICE. (557, 692, 639, 704)
columns (28, 238, 1855, 1986)
ad-signature: L. O. HOOKER, Secretary. (1287, 545, 1392, 555)
ad-body: A SOCIAL will be held in the above Hall To-Morrow (Tuesday), July 4. Proceeds in aid of Church Funds. Music by Mr. Pearson. Admission: Gents 2/6, Ladies 1/-. (261, 624, 479, 659)
column-amusements-2 (256, 238, 484, 1986)
ad-advertiser: PERCY J. DOUGLASS (754, 1371, 899, 1387)
ad-body: The above lecture is arranged under the auspices of the New Plymouth Astronomical Society, with a view to securing funds for improved instrumental equipment at the Observatory. Admission 2s; Children half price. (261, 553, 479, 599)
lost-found (1631, 528, 1850, 576)
ad-body: WANTED Known—Butter will pay better than Cheese, so start home separation at once and supply us. We can give you good returns. No shares required; equal payments to all. Our factory takes cream right through the winter any day you send it. Full particulars from MAORILAND DAIRY CO., LTD., P.O. Box 185, Wanganui. (33, 1366, 251, 1446)
